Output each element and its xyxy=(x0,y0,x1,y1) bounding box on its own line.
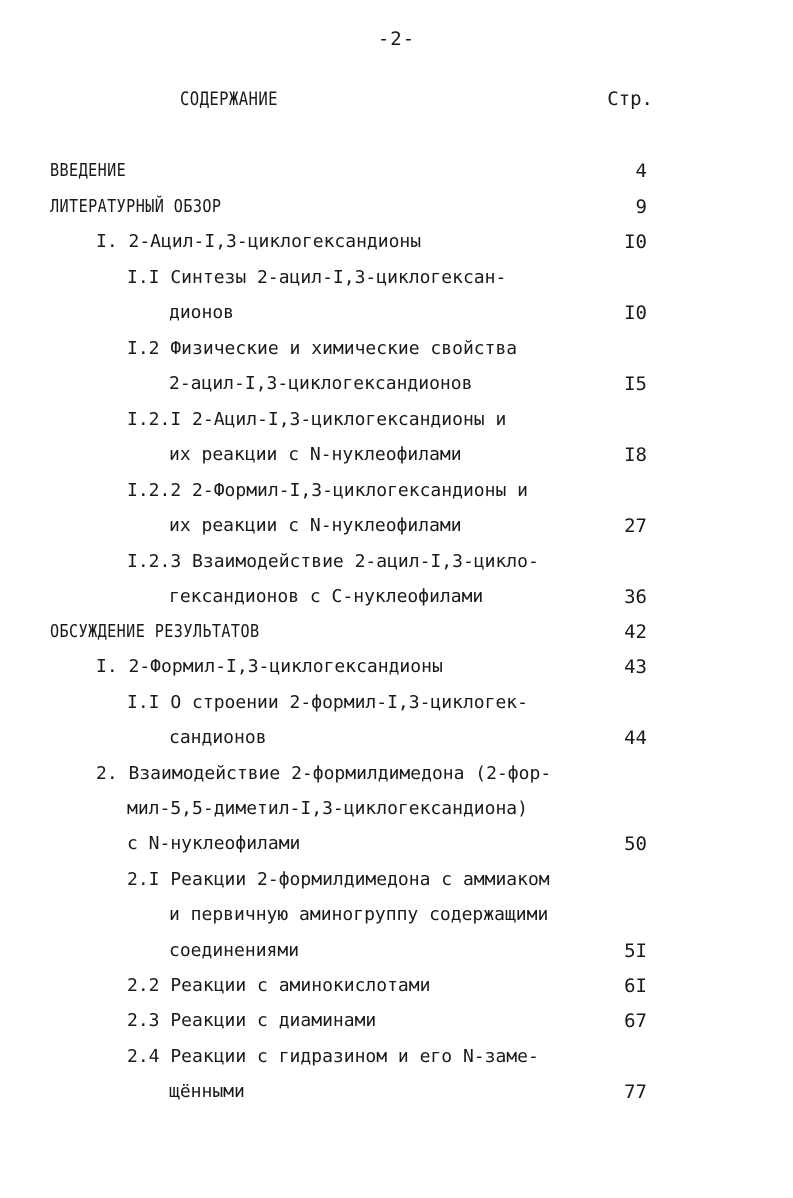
toc-entry-page: 67 xyxy=(624,1010,647,1032)
toc-entry-label: дионов xyxy=(169,302,235,323)
toc-entry-text xyxy=(169,441,462,469)
toc-entry-page: 9 xyxy=(635,196,647,218)
toc-entry-page: I0 xyxy=(624,302,647,324)
toc-entry-page: 6I xyxy=(624,975,647,997)
toc-entry-text xyxy=(169,370,472,398)
toc-entry-label: ЛИТЕРАТУРНЫЙ ОБЗОР xyxy=(50,196,222,217)
toc-entry-label: мил-5,5-диметил-I,3-циклогександиона) xyxy=(127,798,528,819)
toc-entry-text xyxy=(50,193,254,221)
toc-entry-text xyxy=(127,972,430,1000)
toc-entry-label: щёнными xyxy=(169,1081,245,1102)
toc-entry-text xyxy=(169,901,548,929)
toc-entry-label: I.I О строении 2-формил-I,3-циклогек- xyxy=(127,692,528,713)
page-number: -2- xyxy=(377,28,416,50)
toc-entry-text xyxy=(127,477,528,505)
toc-entry-text xyxy=(169,583,483,611)
toc-entry-label: соединениями xyxy=(169,940,300,961)
toc-entry-label: сандионов xyxy=(169,727,267,748)
toc-entry-page: 42 xyxy=(624,621,647,643)
toc-entry-label: их реакции с N-нуклеофилами xyxy=(169,515,462,536)
toc-entry-text xyxy=(127,406,506,434)
toc-entry-text xyxy=(127,264,506,292)
toc-entry-page: 4 xyxy=(635,160,647,182)
toc-entry-label: I. 2-Ацил-I,3-циклогександионы xyxy=(96,231,422,252)
toc-entry-text xyxy=(96,228,421,256)
toc-entry-text xyxy=(169,1078,245,1106)
toc-entry-label: I. 2-Формил-I,3-циклогександионы xyxy=(96,656,443,677)
toc-entry-text xyxy=(169,512,462,540)
toc-entry-page: I8 xyxy=(624,444,647,466)
toc-entry-page: 43 xyxy=(624,656,647,678)
toc-entry-label: 2.3 Реакции с диаминами xyxy=(127,1010,377,1031)
toc-entry-text xyxy=(127,335,517,363)
toc-entry-page: 44 xyxy=(624,727,647,749)
toc-entry-text xyxy=(96,653,443,681)
toc-entry-text xyxy=(96,760,551,788)
toc-entry-text xyxy=(169,937,299,965)
toc-entry-label: I.2.3 Взаимодействие 2-ацил-I,3-цикло- xyxy=(127,551,539,572)
toc-entry-page: 36 xyxy=(624,586,647,608)
toc-entry-page: 50 xyxy=(624,833,647,855)
toc-entry-label: I.2.2 2-Формил-I,3-циклогександионы и xyxy=(127,480,528,501)
toc-entry-page: I0 xyxy=(624,231,647,253)
toc-entry-label: ОБСУЖДЕНИЕ РЕЗУЛЬТАТОВ xyxy=(50,621,260,642)
toc-entry-label: I.2.I 2-Ацил-I,3-циклогександионы и xyxy=(127,409,507,430)
toc-entry-text xyxy=(127,830,300,858)
toc-entry-label: ВВЕДЕНИЕ xyxy=(50,160,127,181)
toc-entry-label: I.I Синтезы 2-ацил-I,3-циклогексан- xyxy=(127,267,507,288)
toc-entry-text xyxy=(50,618,299,646)
toc-entry-text xyxy=(169,299,234,327)
toc-entry-text xyxy=(127,866,550,894)
toc-entry-text xyxy=(169,724,267,752)
toc-entry-text xyxy=(127,1007,376,1035)
page-title: СОДЕРЖАНИЕ xyxy=(180,88,278,110)
toc-entry-page: 27 xyxy=(624,515,647,537)
toc-entry-label: с N-нуклеофилами xyxy=(127,833,301,854)
toc-entry-label: 2. Взаимодействие 2-формилдимедона (2-фор- xyxy=(96,763,552,784)
toc-entry-label: 2.4 Реакции с гидразином и его N-заме- xyxy=(127,1046,539,1067)
toc-entry-label: 2-ацил-I,3-циклогександионов xyxy=(169,373,473,394)
toc-entry-page: I5 xyxy=(624,373,647,395)
toc-entry-text xyxy=(127,689,528,717)
toc-entry-label: I.2 Физические и химические свойства xyxy=(127,338,518,359)
toc-entry-text xyxy=(127,548,539,576)
toc-entry-label: 2.I Реакции 2-формилдимедона с аммиаком xyxy=(127,869,550,890)
toc-entry-page: 77 xyxy=(624,1081,647,1103)
toc-entry-page: 5I xyxy=(624,940,647,962)
page-column-label: Стр. xyxy=(607,88,653,110)
toc-entry-text xyxy=(50,157,141,185)
toc-entry-text xyxy=(127,795,528,823)
toc-entry-label: их реакции с N-нуклеофилами xyxy=(169,444,462,465)
toc-entry-label: 2.2 Реакции с аминокислотами xyxy=(127,975,431,996)
toc-entry-label: гександионов с С-нуклеофилами xyxy=(169,586,484,607)
toc-entry-label: и первичную аминогруппу содержащими xyxy=(169,904,549,925)
toc-entry-text xyxy=(127,1043,539,1071)
